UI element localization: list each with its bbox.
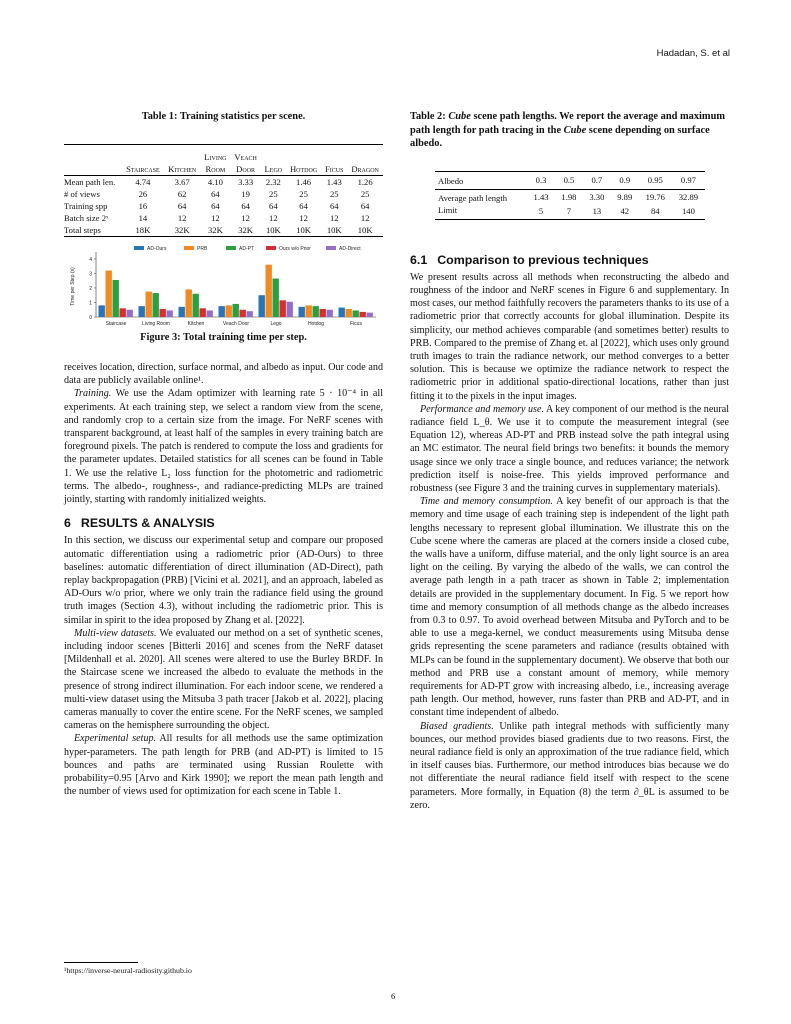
bar: [313, 306, 319, 317]
right-paragraph: Performance and memory use. A key component of our method is the neural radiance field L_θ. We use it to compute the measurement integral (see Equation 12), whereas AD-PT and PRB instead solve the path integral using an MC estimator. The neural field brings two benefits: it bounds the memory usage since we only trace a single bounce, and reduces variance; the network prediction itself is noise-free. This yields improved performance and robustness (see Figure 3 and the training curves in supplementary materials).: [410, 403, 730, 494]
x-tick-label: Ficus: [350, 320, 362, 327]
t1-row-label: Batch size 2ˣ: [64, 212, 109, 223]
t1-cell: 25: [329, 188, 339, 199]
t1-cell: 32K: [174, 224, 190, 235]
table2: [435, 171, 705, 220]
t1-cell: 1.46: [296, 176, 312, 187]
table2-row: Limit 5 7 13 42 84 140: [435, 204, 705, 220]
bar: [266, 264, 272, 316]
t1-cell: 14: [138, 212, 148, 223]
t1-cell: 25: [360, 188, 370, 199]
table2-header-row: Albedo 0.3 0.5 0.7 0.9 0.95 0.97: [435, 171, 705, 189]
t1-col: Hotdog: [289, 163, 318, 174]
legend-label: PRB: [197, 245, 208, 252]
footnote-link[interactable]: ¹https://inverse-neural-radiosity.github.io: [64, 966, 192, 975]
legend-label: AD-Ours: [147, 245, 167, 252]
section-heading: 6 RESULTS & ANALYSIS: [64, 516, 215, 531]
bar: [320, 309, 326, 317]
legend-swatch: [134, 246, 144, 250]
t1-col: Room: [205, 163, 226, 174]
bar: [193, 293, 199, 316]
t1-row-label: Training spp: [64, 200, 108, 211]
page-number: 6: [391, 991, 396, 1001]
bar: [259, 295, 265, 317]
t1-group-living: Living: [204, 151, 227, 162]
right-column: [410, 110, 729, 812]
t1-cell: 25: [299, 188, 308, 199]
t1-cell: 32K: [207, 224, 223, 235]
left-column: [64, 110, 383, 799]
t1-cell: 10K: [265, 224, 281, 235]
t1-cell: 32K: [238, 224, 254, 235]
t1-cell: 26: [138, 188, 148, 199]
bar: [273, 278, 279, 316]
t1-col: Kitchen: [168, 163, 197, 174]
bar: [299, 306, 305, 316]
x-tick-label: Hotdog: [307, 320, 325, 327]
right-paragraph: We present results across all methods when reconstructing the albedo and roughness of the indoor and NeRF scenes in Figure 6 and supplementary. In most cases, our method faithfully recovers the parameters thanks to its use of a radiometric prior that correctly accounts for global illumination. Despite its simplicity, our method achieves comparable (and sometimes better) results to PRB. Compared to the premise of Zhang et. al [2022], which uses only ground truth images to train the radiance network, our method converges to a better solution. This is because we optimize the radiance network to respect the radiometric prior in additional spatio-directional locations, rather than just fitting it to the pixels in the input images.: [410, 271, 729, 402]
t1-cell: 12: [329, 212, 339, 223]
t1-cell: 64: [360, 200, 370, 211]
bar: [120, 308, 126, 317]
y-tick-label: 2: [89, 285, 92, 292]
t1-cell: 4.74: [135, 176, 151, 187]
bar: [160, 309, 166, 317]
t1-cell: 62: [177, 188, 187, 199]
t1-cell: 64: [241, 200, 250, 211]
bar: [186, 289, 192, 317]
t1-cell: 18K: [135, 224, 151, 235]
t1-group-veach: Veach: [234, 151, 257, 162]
section-heading: 6.1 Comparison to previous techniques: [410, 252, 649, 267]
figure3-caption: Figure 3: Total training time per step.: [140, 331, 307, 343]
bar: [280, 300, 286, 317]
t1-cell: 64: [329, 200, 339, 211]
legend-swatch: [184, 246, 194, 250]
t1-cell: 12: [177, 212, 187, 223]
t1-cell: 12: [241, 212, 250, 223]
t1-cell: 64: [211, 188, 220, 199]
bar: [367, 312, 373, 316]
bar: [219, 306, 225, 317]
t1-cell: 64: [299, 200, 308, 211]
x-tick-label: Staircase: [105, 320, 127, 327]
legend-swatch: [226, 246, 236, 250]
bar: [346, 309, 352, 317]
t1-cell: 1.43: [326, 176, 342, 187]
bar: [327, 309, 333, 316]
left-paragraph: Training. We use the Adam optimizer with learning rate 5 · 10⁻⁴ in all experiments. At each training step, we select a random view from the scene, and randomly crop to a certain size from the image. For NeRF scenes with transparent background, at least half of the samples in every training batch are foreground pixels. The patch is rendered to compute the loss and gradients for the parameter updates. Detailed statistics for all scenes can be found in Table 1. We use the relative L₂ loss function for the photometric and radiometric terms. The albedo-, roughness-, and radiance-predicting MLPs are trained jointly, starting with randomly initialized weights.: [64, 388, 383, 506]
t1-cell: 16: [138, 200, 148, 211]
table2-caption: Table 2: Cube scene path lengths. We report the average and maximum path length for path tracing in the Cube scene depending on surface albedo.: [410, 111, 726, 149]
table1-row: [64, 200, 383, 212]
t1-cell: 3.33: [238, 176, 254, 187]
y-tick-label: 1: [89, 299, 92, 306]
table1-row: [64, 188, 383, 200]
y-tick-label: 4: [89, 256, 92, 263]
t1-cell: 12: [360, 212, 370, 223]
t1-cell: 12: [211, 212, 220, 223]
bar: [207, 310, 213, 317]
t1-cell: 64: [211, 200, 220, 211]
y-tick-label: 3: [89, 270, 92, 277]
table1-row: [64, 224, 383, 237]
t1-row-label: # of views: [64, 188, 100, 199]
y-axis-label: Time per Step (s): [70, 266, 76, 306]
left-paragraph: receives location, direction, surface normal, and albedo as input. Our code and data are publicly available online¹.: [64, 362, 383, 387]
t1-col: Lego: [264, 163, 283, 174]
bar: [339, 307, 345, 316]
bar: [113, 279, 119, 316]
x-tick-label: Veach Door: [222, 320, 250, 327]
legend-label: Ours w/o Prior: [279, 245, 311, 252]
left-paragraph: In this section, we discuss our experimental setup and compare our proposed automatic differentiation using a radiometric prior (AD-Ours) to three baselines: automatic differentiation of direct illumination (AD-Direct), path replay backpropagation (PRB) [Vicini et al. 2021], and an approach, labeled as AD-Ours w/o prior, where we only train the radiance field using the ground truth images (Section 4.3), without including the radiometric prior. This is similar in spirit to the idea proposed by Zhang et al. [2022].: [64, 535, 383, 626]
figure3-chart: [64, 244, 383, 330]
bar: [153, 293, 159, 317]
x-tick-label: Kitchen: [187, 320, 205, 327]
t1-cell: 10K: [326, 224, 342, 235]
t1-cell: 12: [299, 212, 308, 223]
bar: [233, 303, 239, 316]
t1-row-label: Mean path len.: [64, 176, 116, 187]
t1-cell: 19: [241, 188, 250, 199]
table2-row: Average path length 1.43 1.98 3.30 9.89 19.76 32.89: [435, 189, 705, 204]
t1-cell: 10K: [357, 224, 373, 235]
t1-cell: 12: [269, 212, 278, 223]
x-tick-label: Lego: [270, 320, 282, 327]
bar: [200, 308, 206, 317]
bar: [360, 311, 366, 316]
bar: [167, 310, 173, 317]
t1-cell: 1.26: [357, 176, 373, 187]
bar: [240, 309, 246, 316]
table1-row: [64, 212, 383, 224]
t1-cell: 10K: [296, 224, 311, 235]
legend-swatch: [266, 246, 276, 250]
bar: [146, 291, 152, 316]
bar: [99, 305, 105, 317]
bar: [179, 306, 185, 316]
t1-cell: 64: [177, 200, 187, 211]
legend-swatch: [326, 246, 336, 250]
bar: [226, 305, 232, 317]
t1-cell: 64: [269, 200, 278, 211]
bar: [139, 306, 145, 317]
bar: [353, 310, 359, 317]
y-tick-label: 0: [89, 314, 92, 321]
t1-col: Staircase: [126, 163, 160, 174]
legend-label: AD-PT: [239, 245, 254, 252]
bar: [287, 301, 293, 316]
table1-row: [64, 175, 383, 188]
left-paragraph: Experimental setup. All results for all methods use the same optimization hyper-parameters. The path length for PRB (and AD-PT) is limited to 15 bounces and paths are terminated using Russian Roulette with probability=0.95 [Arvo and Kirk 1990]; we report the mean path length and the number of views used for optimization for each scene in Table 1.: [64, 733, 384, 798]
t1-col: Ficus: [325, 163, 344, 174]
table1-header-row: [64, 163, 383, 176]
x-tick-label: Living Room: [142, 320, 170, 327]
bar: [306, 305, 312, 317]
t1-col: Door: [236, 163, 256, 174]
bar: [106, 270, 112, 316]
legend-label: AD-Direct: [339, 245, 361, 252]
running-head: Hadadan, S. et al: [656, 48, 730, 59]
bar: [127, 309, 133, 316]
right-paragraph: Time and memory consumption. A key benefit of our approach is that the memory and time usage of each training step is independent of the light path lengths necessary to represent global illumination. We illustrate this on the Cube scene where the cameras are placed at the corners inside a closed cube, the walls have a uniform, diffuse material, and the only light source is an area light on the ceiling. By varying the albedo of the walls, we can control the average path length in a path tracer as shown in Table 2; implementation details are provided in the supplementary document. In Fig. 5 we report how time and memory consumption of all methods change as the albedo increases from 0.3 to 0.97. To avoid overhead between Mitsuba and PyTorch and to be able to use a mega-kernel, we conduct measurements using Mitsuba dense grids representing the scene parameters and radiance (results obtained with MLPs can be found in the supplementary document). We observe that both our method and PRB use a constant amount of memory, while memory requirements for AD-PT grow with increasing albedo, i.e., increasing average path length. Our method, however, runs faster than PRB and AD-PT, and in constant time independent of albedo.: [410, 496, 729, 719]
table1: [64, 144, 383, 237]
left-paragraph: Multi-view datasets. We evaluated our method on a set of synthetic scenes, including indoor scenes [Bitterli 2016] and scenes from the NeRF dataset [Mildenhall et al. 2020]. All scenes were altered to use the Burley BRDF. In the Staircase scene we increased the albedo to evaluate the methods in the presence of strong indirect illumination. For each indoor scene, we rendered a multi-view dataset using the Mitsuba 3 path tracer [Jakob et al. 2022], placing cameras manually to cover the entire scene. For the NeRF scenes, we sampled cameras on the hemisphere surrounding the object.: [64, 627, 384, 732]
t1-cell: 25: [269, 188, 278, 199]
t1-cell: 2.32: [265, 176, 281, 187]
t1-col: Dragon: [351, 163, 379, 174]
t1-cell: 3.67: [174, 176, 190, 187]
bar: [247, 311, 253, 317]
footnote: [64, 962, 383, 975]
t1-row-label: Total steps: [64, 224, 101, 235]
table1-caption: Table 1: Training statistics per scene.: [141, 111, 306, 122]
t1-cell: 4.10: [207, 176, 223, 187]
right-paragraph: Biased gradients. Unlike path integral methods with sufficiently many bounces, our method provides biased gradients due to two reasons. First, the neural radiance field is only an approximation of the true radiance field, which in itself causes bias. Furthermore, our method introduces bias because we do not differentiate the neural radiance field itself with respect to the scene parameters. More formally, in Equation (8) the term ∂_θL is assumed to be zero.: [410, 720, 729, 811]
